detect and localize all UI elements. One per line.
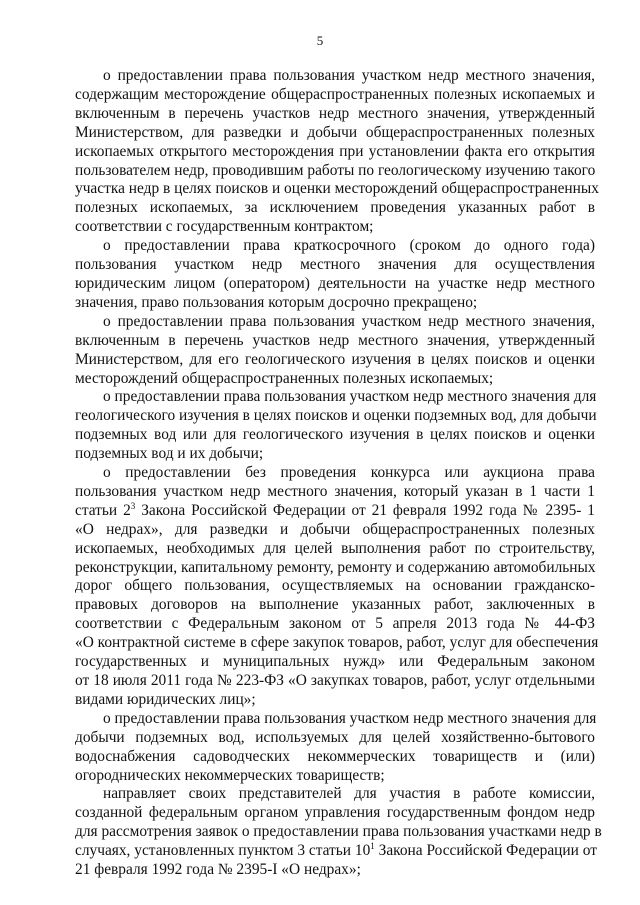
text-segment: Закона Российской Федерации от xyxy=(374,842,597,860)
paragraph xyxy=(75,388,595,464)
text-line xyxy=(75,842,595,861)
text-line: Министерством, для разведки и добычи общераспространенных полезных xyxy=(75,123,595,141)
text-line: геологического изучения в целях поисков и оценки подземных вод, для добычи xyxy=(75,407,597,425)
text-line: ископаемых, необходимых для целей выполнения работ по строительству, xyxy=(75,539,595,557)
text-line: видами юридических лиц»; xyxy=(75,690,256,708)
text-line: о предоставлении права пользования участком недр местного значения, xyxy=(103,67,595,84)
text-line: значения, право пользования которым досрочно прекращено; xyxy=(75,293,478,311)
text-segment: случаях, установленных пунктом 3 статьи 10 xyxy=(75,842,371,860)
text-line: о предоставлении права краткосрочного (сроком до одного года) xyxy=(103,237,595,255)
document-body xyxy=(75,67,602,880)
text-line: направляет своих представителей для участия в работе комиссии, xyxy=(103,785,595,803)
text-line: пользования участком недр местного значения, который указан в 1 части 1 xyxy=(75,482,595,500)
page-number: 5 xyxy=(316,33,324,48)
text-segment: Закона Российской Федерации от 21 февраля 1992 года № 2395- 1 xyxy=(135,501,595,519)
superscript: 1 xyxy=(370,841,375,852)
text-line: созданной федеральным органом управления государственным фондом недр xyxy=(75,804,595,822)
paragraph xyxy=(75,67,599,237)
text-line: огороднических некоммерческих товариществ; xyxy=(75,766,385,784)
text-line: пользователем недр, проводившим работы по геологическому изучению такого xyxy=(75,161,596,179)
text-segment: статьи 2 xyxy=(75,501,131,519)
text-line: для рассмотрения заявок о предоставлении права пользования участками недр в xyxy=(75,823,602,841)
text-line: реконструкции, капитальному ремонту, ремонту и содержанию автомобильных xyxy=(75,558,596,576)
text-line: «О недрах», для разведки и добычи общераспространенных полезных xyxy=(75,520,595,538)
text-line xyxy=(75,502,595,521)
text-line: месторождений общераспространенных полезных ископаемых; xyxy=(75,369,494,387)
text-line: правовых договоров на выполнение указанных работ, заключенных в xyxy=(75,596,595,614)
text-line: о предоставлении права пользования участком недр местного значения для xyxy=(103,709,597,727)
text-line: подземных вод или для геологического изучения в целях поисков и оценки xyxy=(75,426,595,444)
text-line: участка недр в целях поисков и оценки месторождений общераспространенных xyxy=(75,180,599,198)
text-line: Министерством, для его геологического изучения в целях поисков и оценки xyxy=(75,350,595,368)
text-line: добычи подземных вод, используемых для целей хозяйственно-бытового xyxy=(75,728,595,746)
text-line: государственных и муниципальных нужд» или Федеральным законом xyxy=(75,653,595,671)
text-line: «О контрактной системе в сфере закупок товаров, работ, услуг для обеспечения xyxy=(75,634,599,652)
paragraph xyxy=(75,237,595,313)
text-line: соответствии с государственным контрактом; xyxy=(75,218,374,236)
text-line: водоснабжения садоводческих некоммерческих товариществ и (или) xyxy=(75,747,595,765)
paragraph xyxy=(75,785,602,880)
text-line: ископаемых открытого месторождения при установлении факта его открытия xyxy=(75,142,595,160)
paragraph xyxy=(75,313,595,389)
paragraph xyxy=(75,464,599,710)
text-line: о предоставлении права пользования участком недр местного значения для xyxy=(103,388,597,406)
text-line: соответствии с Федеральным законом от 5 апреля 2013 года № 44-ФЗ xyxy=(75,615,595,633)
text-line: юридическим лицом (оператором) деятельности на участке недр местного xyxy=(75,274,595,292)
superscript: 3 xyxy=(130,500,136,511)
text-line: о предоставлении без проведения конкурса или аукциона права xyxy=(103,464,595,482)
text-line: включенным в перечень участков недр местного значения, утвержденный xyxy=(75,104,595,122)
text-line: пользования участком недр местного значения для осуществления xyxy=(75,256,595,274)
text-line: о предоставлении права пользования участком недр местного значения, xyxy=(103,312,595,330)
text-line: включенным в перечень участков недр местного значения, утвержденный xyxy=(75,331,595,349)
text-line: подземных вод и их добычи; xyxy=(75,445,264,463)
text-line: 21 февраля 1992 года № 2395-I «О недрах»; xyxy=(75,861,361,879)
text-line: полезных ископаемых, за исключением проведения указанных работ в xyxy=(75,199,595,217)
paragraph xyxy=(75,710,595,786)
text-line: содержащим месторождение общераспространенных полезных ископаемых и xyxy=(75,85,595,103)
text-line: дорог общего пользования, осуществляемых на основании гражданско- xyxy=(75,577,595,595)
text-line: от 18 июля 2011 года № 223-ФЗ «О закупках товаров, работ, услуг отдельными xyxy=(75,672,595,689)
